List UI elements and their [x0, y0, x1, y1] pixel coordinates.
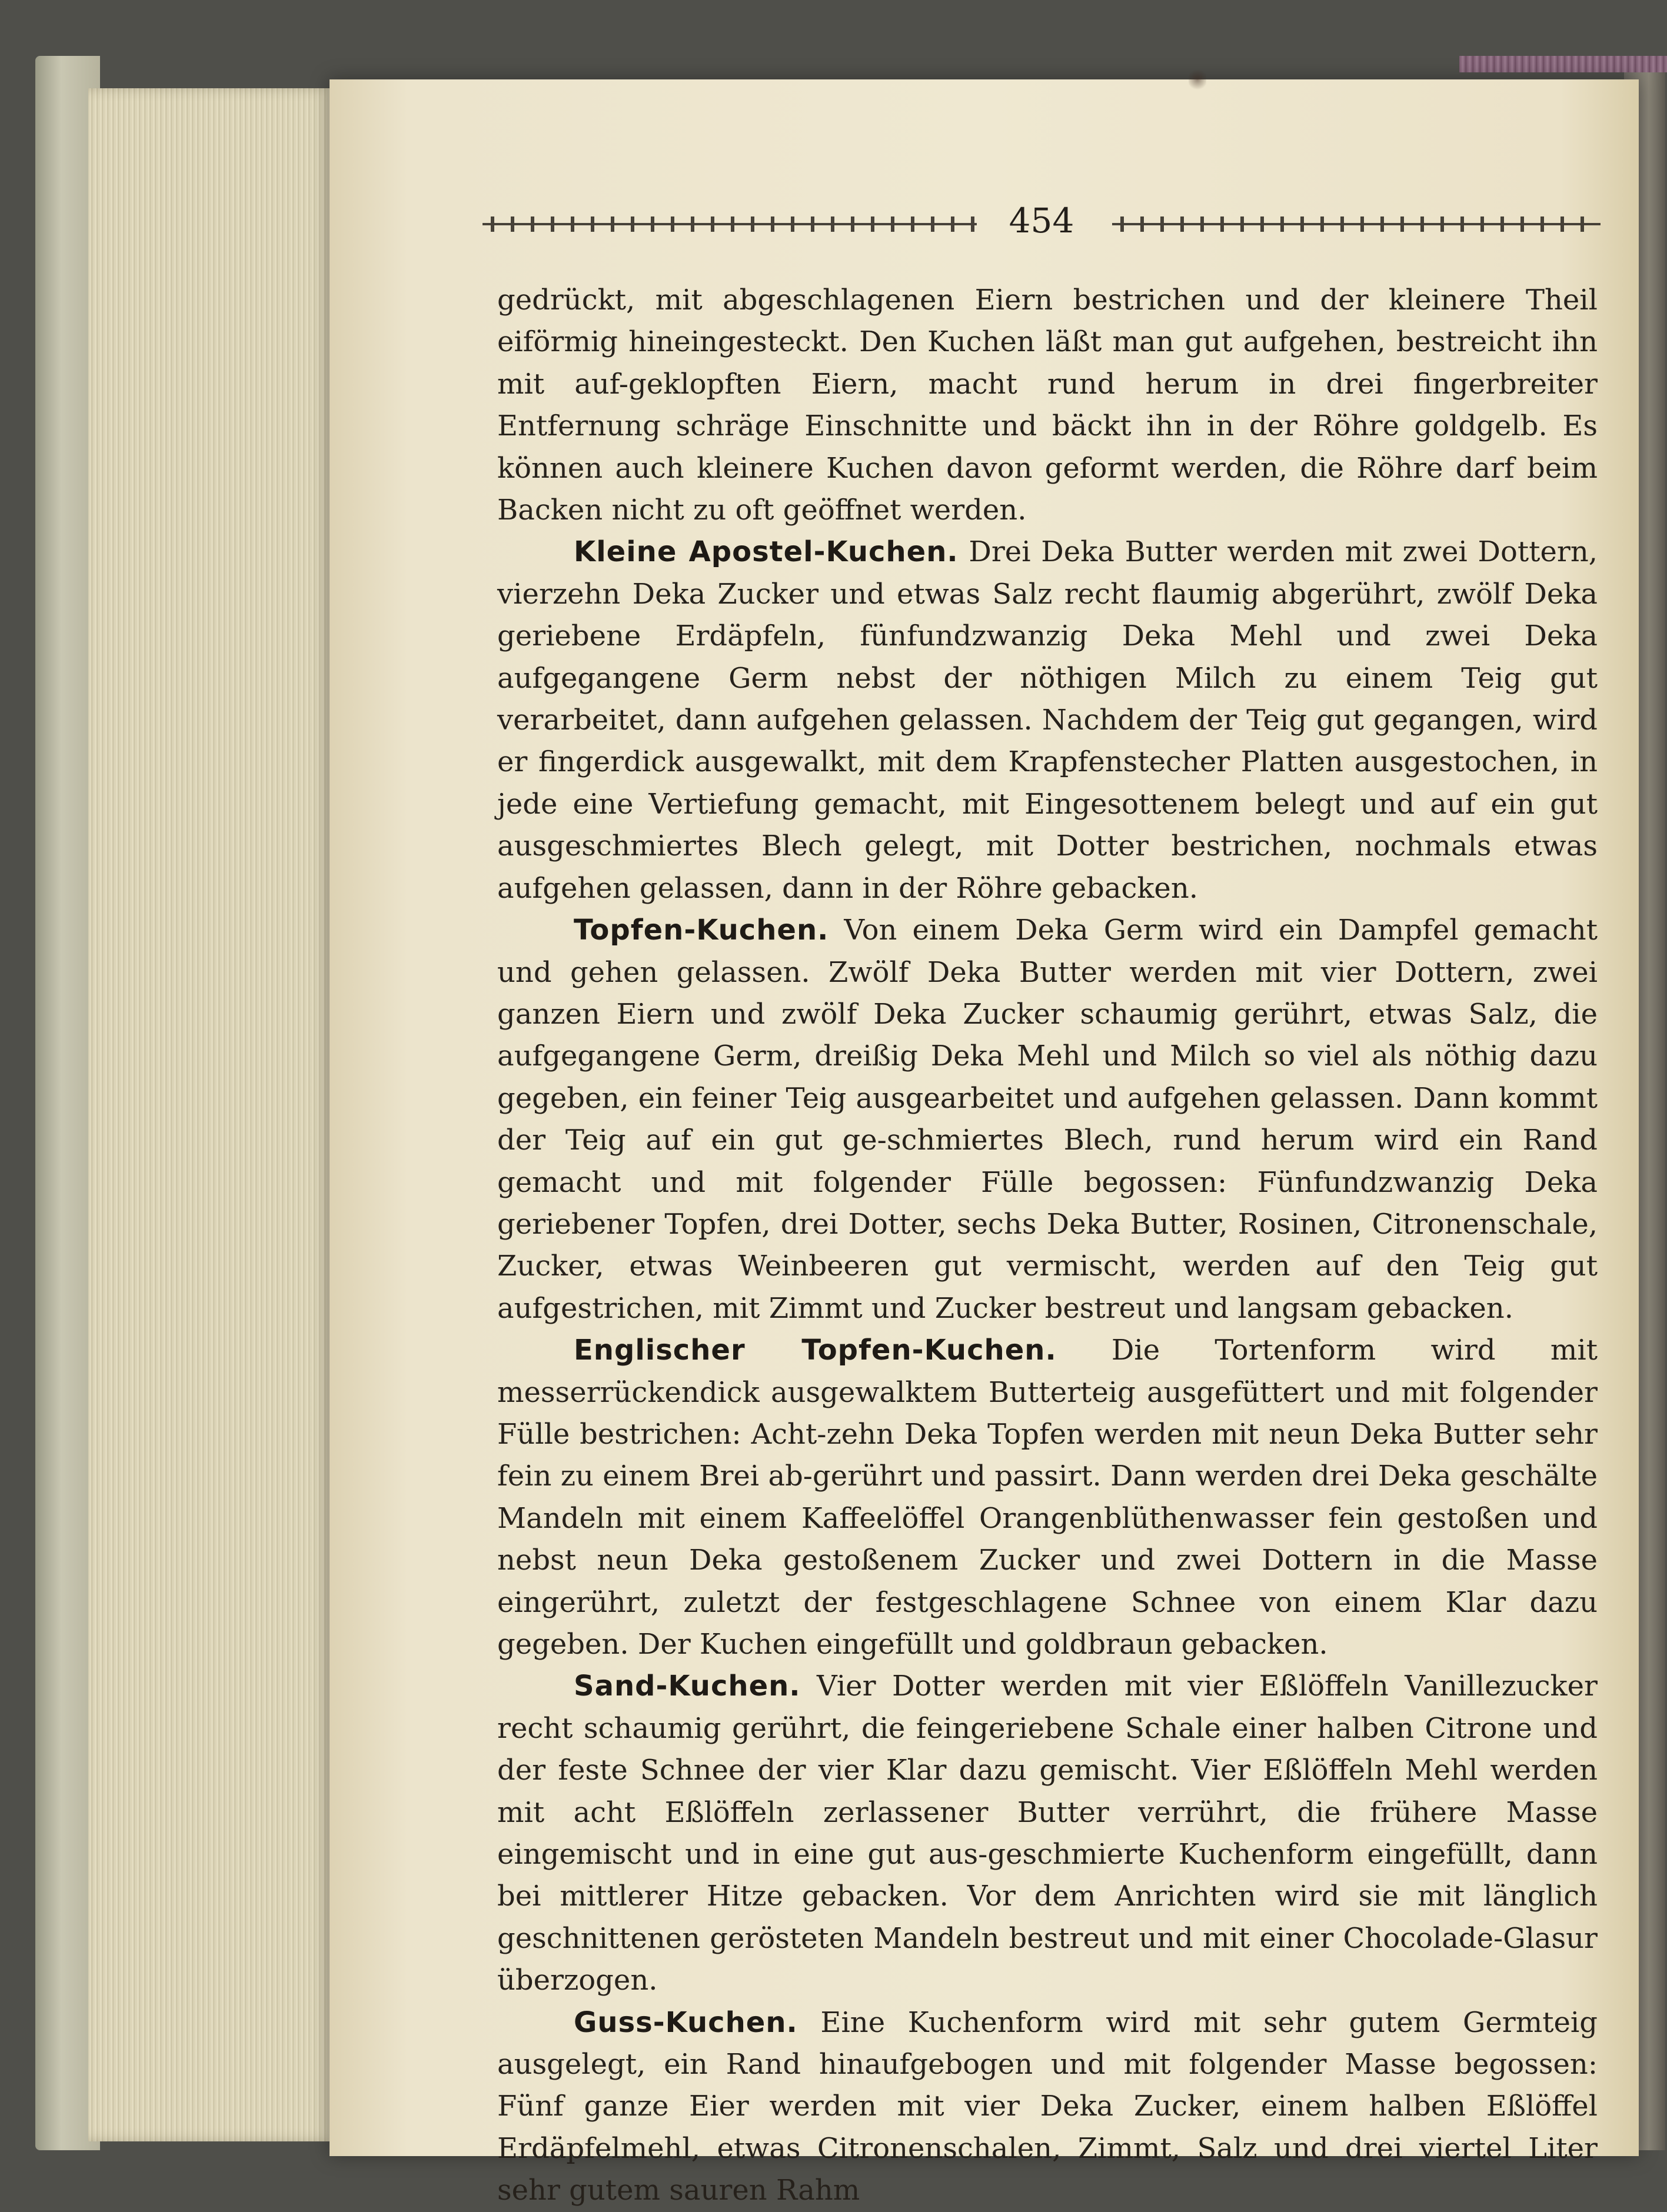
recipe-body: Von einem Deka Germ wird ein Dampfel gemacht und gehen gelassen. Zwölf Deka Butter werden mit vier Dottern, zwei ganzen Eiern und zwölf Deka Zucker schaumig gerührt, etwas Salz, die aufgegangene Germ, dreißig Deka Mehl und Milch so viel als nöthig dazu gegeben, ein feiner Teig ausgearbeitet und aufgehen gelassen. Dann kommt der Teig auf ein gut ge-schmiertes Blech, rund herum wird ein Rand gemacht und mit folgender Fülle begossen: Fünfundzwanzig Deka geriebener Topfen, drei Dotter, sechs Deka Butter, Rosinen, Citronenschale, Zucker, etwas Weinbeeren gut vermischt, werden auf den Teig gut aufgestrichen, mit Zimmt und Zucker bestreut und langsam gebacken. [497, 914, 1598, 1325]
recipe-body: Eine Kuchenform wird mit sehr gutem Germteig ausgelegt, ein Rand hinaufgebogen und mit folgender Masse begossen: Fünf ganze Eier werden mit vier Deka Zucker, einem halben Eßlöffel Erdäpfelmehl, etwas Citronenschalen, Zimmt, Salz und drei viertel Liter sehr gutem sauren Rahm [497, 2006, 1598, 2207]
page-smudge [1189, 68, 1206, 91]
recipe-heading: Kleine Apostel-Kuchen. [574, 535, 959, 569]
recipe-sand-kuchen [497, 1665, 1598, 2001]
bookmark-ribbon [1459, 56, 1667, 72]
page-header [483, 194, 1601, 247]
recipe-heading: Topfen-Kuchen. [574, 914, 829, 947]
recipe-heading: Englischer Topfen-Kuchen. [574, 1334, 1057, 1367]
recipe-kleine-apostel-kuchen [497, 531, 1598, 910]
paragraph-text: gedrückt, mit abgeschlagenen Eiern bestrichen und der kleinere Theil eiförmig hineingesteckt. Den Kuchen läßt man gut aufgehen, bestreicht ihn mit auf-geklopften Eiern, macht rund herum in drei fingerbreiter Entfernung schräge Einschnitte und bäckt ihn in der Röhre goldgelb. Es können auch kleinere Kuchen davon geformt werden, die Röhre darf beim Backen nicht zu oft geöffnet werden. [497, 284, 1598, 527]
recipe-englischer-topfen-kuchen [497, 1330, 1598, 1665]
header-ornament-right [1112, 216, 1601, 232]
recipe-heading: Guss-Kuchen. [574, 2006, 798, 2039]
recipe-body: Vier Dotter werden mit vier Eßlöffeln Vanillezucker recht schaumig gerührt, die feingeriebene Schale einer halben Citrone und der feste Schnee der vier Klar dazu gemischt. Vier Eßlöffeln Mehl werden mit acht Eßlöffeln zerlassener Butter verrührt, die frühere Masse eingemischt und in eine gut aus-geschmierte Kuchenform eingefüllt, dann bei mittlerer Hitze gebacken. Vor dem Anrichten wird sie mit länglich geschnittenen gerösteten Mandeln bestreut und mit einer Chocolade-Glasur überzogen. [497, 1670, 1598, 1997]
recipe-body: Die Tortenform wird mit messerrückendick ausgewalktem Butterteig ausgefüttert und mit folgender Fülle bestrichen: Acht-zehn Deka Topfen werden mit neun Deka Butter sehr fein zu einem Brei ab-gerührt und passirt. Dann werden drei Deka geschälte Mandeln mit einem Kaffeelöffel Orangenblüthenwasser fein gestoßen und nebst neun Deka gestoßenem Zucker und zwei Dottern in die Masse eingerührt, zuletzt der festgeschlagene Schnee von einem Klar dazu gegeben. Der Kuchen eingefüllt und goldbraun gebacken. [497, 1334, 1598, 1661]
page-edges [88, 88, 335, 2141]
paragraph-continuation [497, 279, 1598, 531]
header-ornament-left [483, 216, 977, 232]
recipe-body: Drei Deka Butter werden mit zwei Dottern, vierzehn Deka Zucker und etwas Salz recht flaumig abgerührt, zwölf Deka geriebene Erdäpfeln, fünfundzwanzig Deka Mehl und zwei Deka aufgegangene Germ nebst der nöthigen Milch zu einem Teig gut verarbeitet, dann aufgehen gelassen. Nachdem der Teig gut gegangen, wird er fingerdick ausgewalkt, mit dem Krapfenstecher Platten ausgestochen, in jede eine Vertiefung gemacht, mit Eingesottenem belegt und auf ein gut ausgeschmiertes Blech gelegt, mit Dotter bestrichen, nochmals etwas aufgehen gelassen, dann in der Röhre gebacken. [497, 535, 1598, 905]
recipe-text [497, 279, 1598, 2212]
recipe-guss-kuchen [497, 2002, 1598, 2212]
page-number: 454 [1009, 201, 1074, 241]
recipe-topfen-kuchen [497, 910, 1598, 1330]
recipe-heading: Sand-Kuchen. [574, 1670, 801, 1703]
